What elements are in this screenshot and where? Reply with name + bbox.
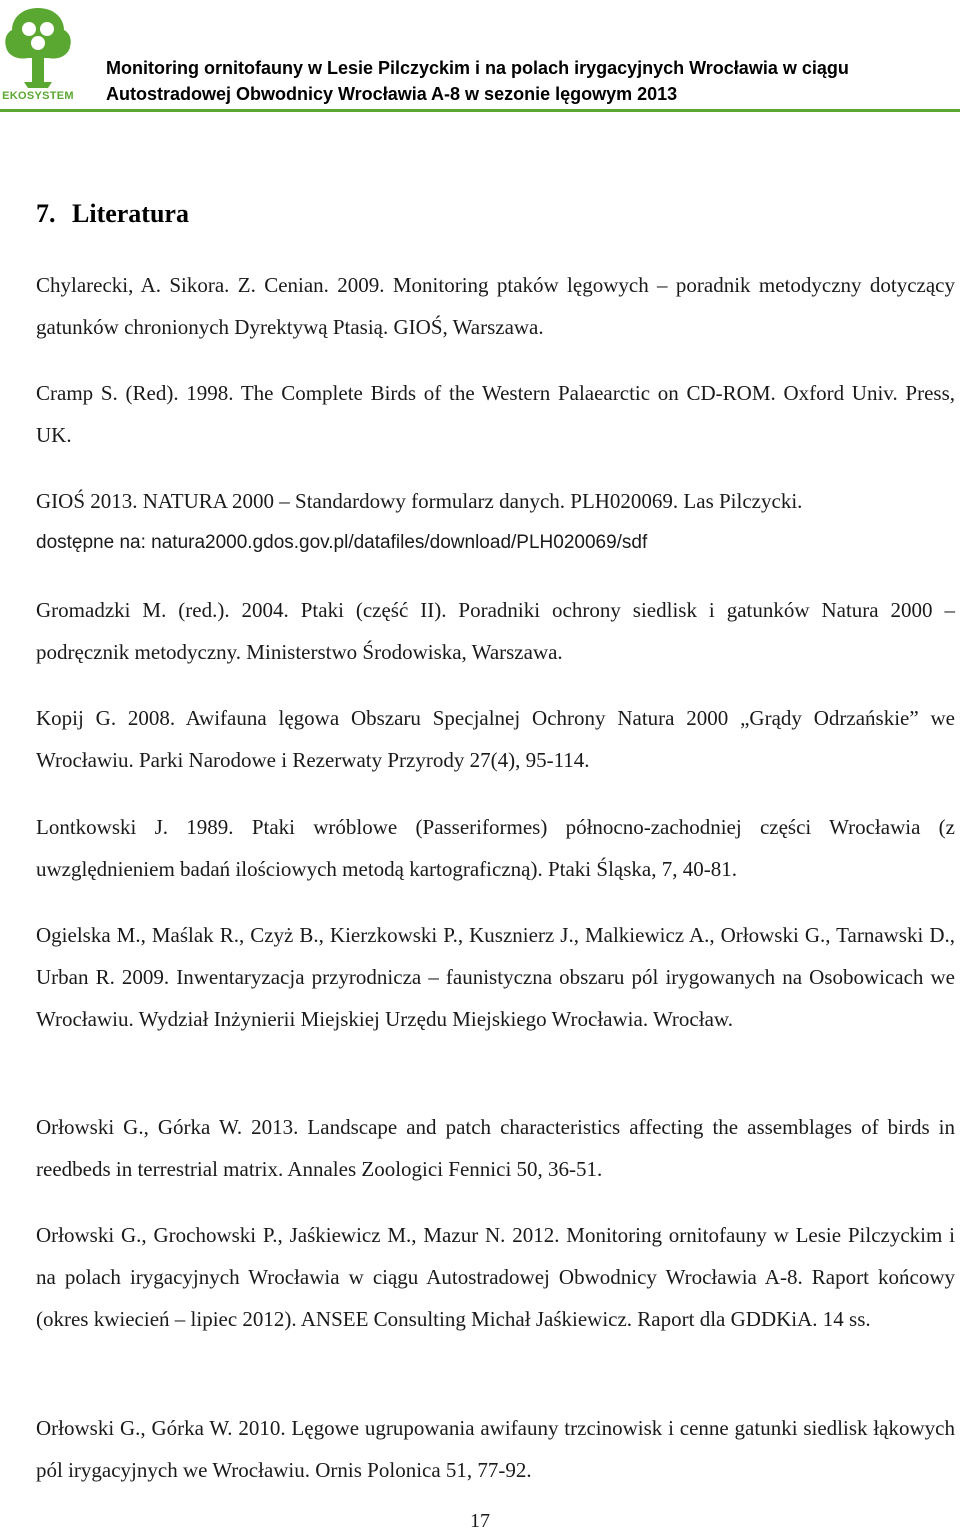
reference-item: Chylarecki, A. Sikora. Z. Cenian. 2009. Monitoring ptaków lęgowych – poradnik metodyczny dotyczący gatunków chronionych Dyrektywą Ptasią. GIOŚ, Warszawa. [36, 273, 955, 339]
reference-item: Cramp S. (Red). 1998. The Complete Birds of the Western Palaearctic on CD-ROM. Oxford Univ. Press, UK. [36, 381, 955, 447]
section-heading [36, 196, 189, 232]
page-header [0, 0, 960, 112]
section-title-text: Literatura [72, 199, 189, 228]
section-number: 7. [36, 199, 56, 228]
reference-item: Ogielska M., Maślak R., Czyż B., Kierzkowski P., Kusznierz J., Malkiewicz A., Orłowski G., Tarnawski D., Urban R. 2009. Inwentaryzacja przyrodnicza – faunistyczna obszaru pól irygowanych na Osobowicach we Wrocławiu. Wydział Inżynierii Miejskiej Urzędu Miejskiego Wrocławia. Wrocław. [36, 923, 955, 1031]
ekosystem-tree-logo-icon [2, 2, 74, 104]
reference-item: Orłowski G., Górka W. 2010. Lęgowe ugrupowania awifauny trzcinowisk i cenne gatunki siedlisk łąkowych pól irygacyjnych we Wrocławiu. Ornis Polonica 51, 77-92. [36, 1416, 955, 1482]
reference-item: Gromadzki M. (red.). 2004. Ptaki (część II). Poradniki ochrony siedlisk i gatunków Natura 2000 – podręcznik metodyczny. Ministerstwo Środowiska, Warszawa. [36, 598, 955, 664]
reference-item: Orłowski G., Grochowski P., Jaśkiewicz M., Mazur N. 2012. Monitoring ornitofauny w Lesie Pilczyckim i na polach irygacyjnych Wrocławia w ciągu Autostradowej Obwodnicy Wrocławia A-8. Raport końcowy (okres kwiecień – lipiec 2012). ANSEE Consulting Michał Jaśkiewicz. Raport dla GDDKiA. 14 ss. [36, 1223, 955, 1331]
reference-item: Kopij G. 2008. Awifauna lęgowa Obszaru Specjalnej Ochrony Natura 2000 „Grądy Odrzańskie” we Wrocławiu. Parki Narodowe i Rezerwaty Przyrody 27(4), 95-114. [36, 706, 955, 772]
reference-item: Lontkowski J. 1989. Ptaki wróblowe (Passeriformes) północno-zachodniej części Wrocławia (z uwzględnieniem badań ilościowych metodą kartograficzną). Ptaki Śląska, 7, 40-81. [36, 815, 955, 881]
header-title-line-1: Monitoring ornitofauny w Lesie Pilczyckim i na polach irygacyjnych Wrocławia w ciągu [106, 58, 849, 78]
header-divider [0, 109, 960, 112]
logo-label: EKOSYSTEM [2, 90, 74, 102]
document-header-title [106, 55, 946, 107]
reference-url: dostępne na: natura2000.gdos.gov.pl/datafiles/download/PLH020069/sdf [36, 532, 648, 553]
page-number: 17 [470, 1510, 490, 1532]
header-title-line-2: Autostradowej Obwodnicy Wrocławia A-8 w sezonie lęgowym 2013 [106, 84, 678, 104]
reference-item: Orłowski G., Górka W. 2013. Landscape and patch characteristics affecting the assemblages of birds in reedbeds in terrestrial matrix. Annales Zoologici Fennici 50, 36-51. [36, 1115, 955, 1181]
reference-item: GIOŚ 2013. NATURA 2000 – Standardowy formularz danych. PLH020069. Las Pilczycki. [36, 489, 803, 513]
